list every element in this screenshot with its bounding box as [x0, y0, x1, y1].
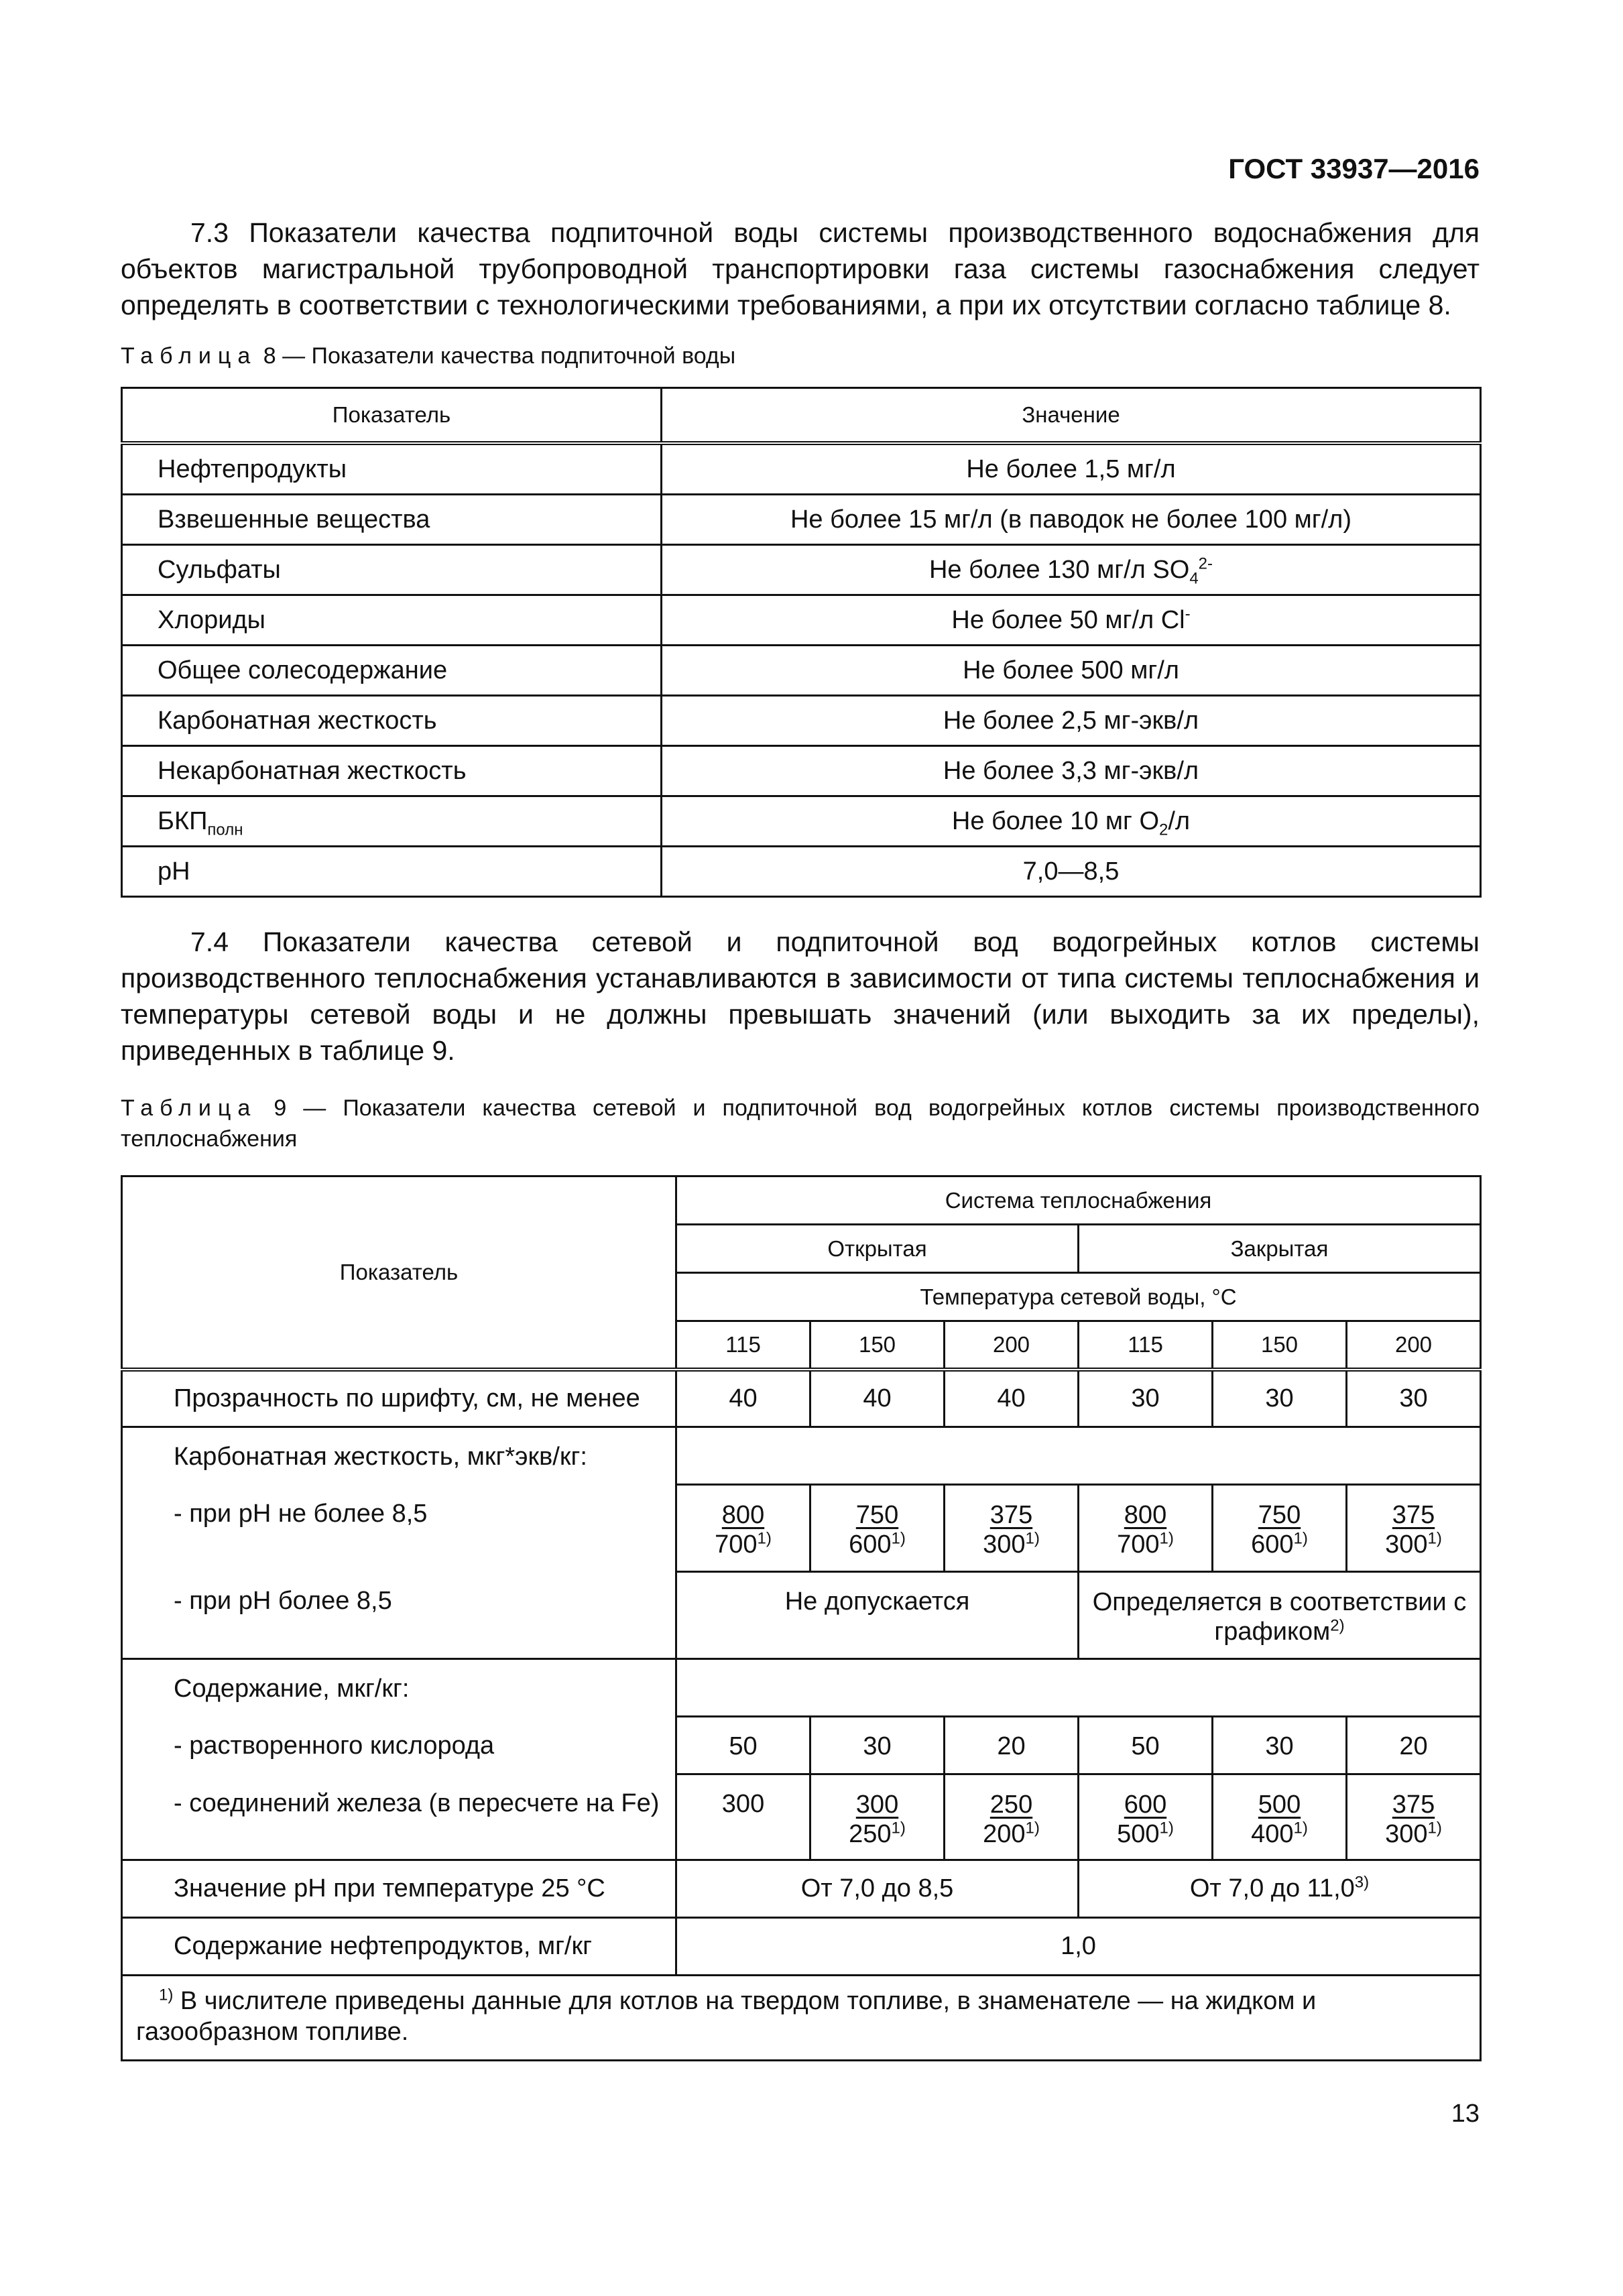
- ph-high-open: Не допускается: [676, 1572, 1079, 1659]
- row-name: Взвешенные вещества: [122, 495, 662, 545]
- ph-low-label: - при pH не более 8,5: [122, 1485, 676, 1572]
- carbonate-label: Карбонатная жесткость, мкг*экв/кг:: [122, 1427, 676, 1485]
- row-value: [662, 595, 1481, 646]
- fraction-cell: [1213, 1485, 1347, 1572]
- denominator: 250: [849, 1820, 892, 1848]
- denominator: 200: [983, 1820, 1026, 1848]
- row-value: [662, 545, 1481, 595]
- table-row: [122, 796, 1481, 847]
- value-cell: 40: [945, 1370, 1079, 1427]
- empty-cell: [676, 1427, 1481, 1485]
- fraction-cell: [810, 1774, 945, 1860]
- value-text: Не более 50 мг/л Cl: [951, 605, 1185, 634]
- numerator: 250: [989, 1791, 1033, 1819]
- table-9-col-indicator: Показатель: [122, 1176, 676, 1370]
- row-name: Хлориды: [122, 595, 662, 646]
- numerator: 300: [855, 1791, 899, 1819]
- footnote-ref: 1): [1427, 1529, 1442, 1548]
- table-row: [122, 443, 1481, 495]
- numerator: 750: [1258, 1501, 1301, 1529]
- fraction-cell: [1079, 1485, 1213, 1572]
- temp-cell: 115: [676, 1321, 810, 1370]
- table-row: [122, 847, 1481, 897]
- value-cell: 40: [810, 1370, 945, 1427]
- table-8-caption-word: Таблица: [121, 343, 257, 369]
- oil-value: 1,0: [676, 1918, 1481, 1976]
- denominator: 600: [849, 1530, 892, 1559]
- table-9-caption-text: 9 — Показатели качества сетевой и подпиточной вод водогрейных котлов системы производственного теплоснабжения: [121, 1095, 1480, 1152]
- denominator: 700: [715, 1530, 758, 1559]
- table-row: [122, 696, 1481, 746]
- footnote-ref: 3): [1354, 1873, 1370, 1892]
- temp-cell: 200: [945, 1321, 1079, 1370]
- footnote-ref: 1): [1293, 1529, 1308, 1548]
- value-text: Не более 130 мг/л SO: [928, 555, 1190, 584]
- table-9: [121, 1175, 1482, 2061]
- table-row: [122, 495, 1481, 545]
- footnote-ref: 1): [891, 1529, 906, 1548]
- row-name: Общее солесодержание: [122, 646, 662, 696]
- denominator: 700: [1117, 1530, 1160, 1559]
- closed-system-header: Закрытая: [1079, 1225, 1481, 1273]
- name-text: БКП: [158, 806, 208, 835]
- row-name: Некарбонатная жесткость: [122, 746, 662, 796]
- value-cell: 30: [1347, 1370, 1481, 1427]
- numerator: 600: [1124, 1791, 1167, 1819]
- table-row: [122, 545, 1481, 595]
- value-cell: 40: [676, 1370, 810, 1427]
- ph25-label: Значение pH при температуре 25 °С: [122, 1860, 676, 1918]
- value-superscript: -: [1185, 604, 1191, 623]
- footnote-ref: 1): [1159, 1819, 1174, 1837]
- footnote-ref: 1): [757, 1529, 772, 1548]
- numerator: 800: [721, 1501, 765, 1529]
- table-footnote: [122, 1976, 1481, 2061]
- transparency-label: Прозрачность по шрифту, см, не менее: [122, 1370, 676, 1427]
- footnote-ref: 1): [1293, 1819, 1308, 1837]
- section-7-4-text: 7.4 Показатели качества сетевой и подпиточной вод водогрейных котлов системы производственного теплоснабжения устанавливаются в зависимости от типа системы теплоснабжения и температуры сетевой воды и не должны превышать значений (или выходить за их пределы), приведенных в таблице 9.: [121, 926, 1480, 1066]
- value-subscript: 2: [1159, 821, 1168, 839]
- fraction-cell: [1347, 1485, 1481, 1572]
- temp-cell: 150: [1213, 1321, 1347, 1370]
- row-value: 7,0—8,5: [662, 847, 1481, 897]
- footnote-text: В числителе приведены данные для котлов на твердом топливе, в знаменателе — на жидком и газообразном топливе.: [136, 1987, 1317, 2046]
- ph25-closed-text: От 7,0 до 11,0: [1189, 1874, 1355, 1902]
- value-text: Не более 10 мг O: [951, 806, 1160, 835]
- table-row: [122, 1427, 1481, 1485]
- iron-label: - соединений железа (в пересчете на Fe): [122, 1774, 676, 1860]
- footnote-ref: 1): [1427, 1819, 1442, 1837]
- denominator: 300: [1385, 1530, 1428, 1559]
- value-cell: 30: [1079, 1370, 1213, 1427]
- fraction-cell: [1347, 1774, 1481, 1860]
- table-8-header-row: [122, 388, 1481, 444]
- table-row: [122, 1918, 1481, 1976]
- denominator: 300: [983, 1530, 1026, 1559]
- numerator: 750: [855, 1501, 899, 1529]
- table-8: [121, 387, 1482, 898]
- ph25-open: От 7,0 до 8,5: [676, 1860, 1079, 1918]
- content-label: Содержание, мкг/кг:: [122, 1659, 676, 1717]
- value-cell: 30: [810, 1717, 945, 1774]
- table-8-caption-text: 8 — Показатели качества подпиточной воды: [257, 343, 736, 369]
- ph25-closed: [1079, 1860, 1481, 1918]
- value-cell: 20: [945, 1717, 1079, 1774]
- value-superscript: 2-: [1198, 554, 1213, 572]
- footnote-ref: 1): [891, 1819, 906, 1837]
- temp-cell: 115: [1079, 1321, 1213, 1370]
- table-row: [122, 1370, 1481, 1427]
- numerator: 375: [1392, 1501, 1435, 1529]
- fraction-cell: [945, 1774, 1079, 1860]
- table-8-col-indicator: Показатель: [122, 388, 662, 444]
- footnote-mark: 1): [159, 1986, 174, 2004]
- table-row: [122, 1572, 1481, 1659]
- section-7-3-paragraph: [121, 215, 1480, 323]
- numerator: 375: [989, 1501, 1033, 1529]
- row-value: Не более 15 мг/л (в паводок не более 100 мг/л): [662, 495, 1481, 545]
- section-7-3-text: 7.3 Показатели качества подпиточной воды системы производственного водоснабжения для объектов магистральной трубопроводной транспортировки газа системы газоснабжения следует определять в соответствии с технологическими требованиями, а при их отсутствии согласно таблице 8.: [121, 217, 1480, 320]
- row-value: Не более 1,5 мг/л: [662, 443, 1481, 495]
- table-row: [122, 1659, 1481, 1717]
- footnote-ref: 1): [1159, 1529, 1174, 1548]
- value-cell: 30: [1213, 1717, 1347, 1774]
- value-text-end: /л: [1168, 806, 1191, 835]
- footnote-ref: 2): [1330, 1616, 1345, 1635]
- table-row: [122, 1774, 1481, 1860]
- row-value: Не более 2,5 мг-экв/л: [662, 696, 1481, 746]
- denominator: 300: [1385, 1820, 1428, 1848]
- table-9-caption: [121, 1093, 1480, 1154]
- value-cell: 30: [1213, 1370, 1347, 1427]
- denominator: 600: [1251, 1530, 1294, 1559]
- table-9-caption-word: Таблица: [121, 1095, 257, 1121]
- table-row: [122, 1860, 1481, 1918]
- denominator: 500: [1117, 1820, 1160, 1848]
- system-header: Система теплоснабжения: [676, 1176, 1481, 1225]
- table-8-caption: [121, 341, 1480, 371]
- numerator: 375: [1392, 1791, 1435, 1819]
- row-name: Нефтепродукты: [122, 443, 662, 495]
- row-name: Сульфаты: [122, 545, 662, 595]
- fraction-cell: [1213, 1774, 1347, 1860]
- fraction-cell: [945, 1485, 1079, 1572]
- table-row: [122, 595, 1481, 646]
- value-subscript: 4: [1189, 569, 1199, 588]
- value-cell: 50: [676, 1717, 810, 1774]
- row-name: Карбонатная жесткость: [122, 696, 662, 746]
- temperature-header: Температура сетевой воды, °С: [676, 1273, 1481, 1321]
- numerator: 800: [1124, 1501, 1167, 1529]
- ph-high-label: - при pH более 8,5: [122, 1572, 676, 1659]
- table-row: [122, 746, 1481, 796]
- value-cell: 300: [676, 1774, 810, 1860]
- open-system-header: Открытая: [676, 1225, 1079, 1273]
- table-footnote-row: [122, 1976, 1481, 2061]
- numerator: 500: [1258, 1791, 1301, 1819]
- row-name: [122, 796, 662, 847]
- footnote-ref: 1): [1025, 1819, 1040, 1837]
- fraction-cell: [1079, 1774, 1213, 1860]
- denominator: 400: [1251, 1820, 1294, 1848]
- fraction-cell: [676, 1485, 810, 1572]
- row-value: Не более 500 мг/л: [662, 646, 1481, 696]
- ph-high-closed-text: Определяется в соответствии с графиком: [1092, 1588, 1467, 1646]
- fraction-cell: [810, 1485, 945, 1572]
- table-9-header-row: [122, 1176, 1481, 1225]
- table-8-col-value: Значение: [662, 388, 1481, 444]
- ph-high-closed: [1079, 1572, 1481, 1659]
- temp-cell: 200: [1347, 1321, 1481, 1370]
- oil-label: Содержание нефтепродуктов, мг/кг: [122, 1918, 676, 1976]
- oxygen-label: - растворенного кислорода: [122, 1717, 676, 1774]
- page-number: 13: [1451, 2100, 1480, 2128]
- section-7-4-paragraph: [121, 924, 1480, 1069]
- temp-cell: 150: [810, 1321, 945, 1370]
- row-value: Не более 3,3 мг-экв/л: [662, 746, 1481, 796]
- table-row: [122, 646, 1481, 696]
- table-row: [122, 1485, 1481, 1572]
- row-name: pH: [122, 847, 662, 897]
- document-header: ГОСТ 33937—2016: [1228, 153, 1480, 184]
- table-row: [122, 1717, 1481, 1774]
- value-cell: 50: [1079, 1717, 1213, 1774]
- empty-cell: [676, 1659, 1481, 1717]
- footnote-ref: 1): [1025, 1529, 1040, 1548]
- row-value: [662, 796, 1481, 847]
- value-cell: 20: [1347, 1717, 1481, 1774]
- name-subscript: полн: [207, 821, 243, 839]
